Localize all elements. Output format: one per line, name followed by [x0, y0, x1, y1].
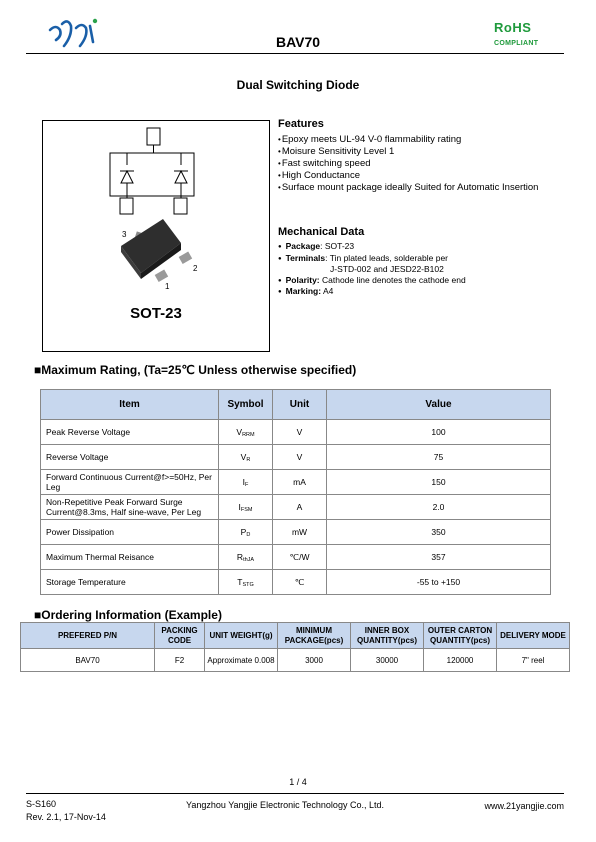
mech-item-polarity [278, 275, 568, 287]
mechanical-data-section [278, 226, 568, 298]
col-header: PREFERED P/N [21, 623, 155, 649]
item-cell: Storage Temperature [41, 570, 219, 595]
table-header-row [41, 390, 551, 420]
col-header: DELIVERY MODE [497, 623, 570, 649]
value-cell: 357 [327, 545, 551, 570]
part-number-title: BAV70 [275, 34, 321, 50]
package-name-label: SOT-23 [130, 305, 182, 322]
package-diagram-box [42, 120, 270, 352]
item-cell: Non-Repetitive Peak Forward Surge Current@8.3ms, Half sine-wave, Per Leg [41, 495, 219, 520]
terminals-cont: J-STD-002 and JESD22-B102 [330, 264, 444, 274]
symbol-cell: IFSM [219, 495, 273, 520]
unit-cell: V [273, 445, 327, 470]
rohs-compliant-label: COMPLIANT [494, 40, 539, 47]
col-header: UNIT WEIGHT(g) [205, 623, 278, 649]
unit-cell: A [273, 495, 327, 520]
feature-item: • Moisure Sensitivity Level 1 [278, 146, 568, 158]
ordering-heading: ■Ordering Information (Example) [34, 608, 222, 622]
feature-item: • Surface mount package ideally Suited for Automatic Insertion [278, 182, 568, 194]
table-cell: 120000 [424, 649, 497, 672]
item-cell: Power Dissipation [41, 520, 219, 545]
polarity-value: Cathode line denotes the cathode end [319, 274, 466, 285]
table-cell: Approximate 0.008 [205, 649, 278, 672]
table-cell: 3000 [278, 649, 351, 672]
symbol-cell: RthJA [219, 545, 273, 570]
col-header: MINIMUM PACKAGE(pcs) [278, 623, 351, 649]
revision: Rev. 2.1, 17-Nov-14 [26, 812, 106, 822]
features-section [278, 118, 568, 194]
mech-item-marking [278, 286, 568, 298]
unit-cell: ℃/W [273, 545, 327, 570]
table-cell: 30000 [351, 649, 424, 672]
terminals-value: : Tin plated leads, solderable per [325, 252, 449, 263]
max-rating-table [40, 389, 551, 595]
polarity-label: Polarity: [285, 274, 320, 285]
item-cell: Forward Continuous Current@f>=50Hz, Per Leg [41, 470, 219, 495]
marking-label: Marking: [285, 286, 322, 296]
table-row [21, 649, 570, 672]
pin-label-2: 2 [193, 264, 198, 273]
header-divider [26, 53, 564, 54]
symbol-cell: IF [219, 470, 273, 495]
diode-schematic [110, 128, 194, 214]
col-header-value: Value [327, 390, 551, 420]
table-cell: BAV70 [21, 649, 155, 672]
features-heading: Features [278, 118, 324, 130]
symbol-cell: PD [219, 520, 273, 545]
footer-divider [26, 793, 564, 794]
value-cell: 2.0 [327, 495, 551, 520]
unit-cell: V [273, 420, 327, 445]
unit-cell: ℃ [273, 570, 327, 595]
item-cell: Peak Reverse Voltage [41, 420, 219, 445]
unit-cell: mW [273, 520, 327, 545]
document-subtitle: Dual Switching Diode [236, 78, 360, 92]
sot23-package-image [121, 219, 192, 282]
package-value: : SOT-23 [320, 241, 355, 251]
value-cell: 100 [327, 420, 551, 445]
col-header-item: Item [41, 390, 219, 420]
value-cell: 75 [327, 445, 551, 470]
doc-id: S-S160 [26, 799, 57, 809]
symbol-cell: TSTG [219, 570, 273, 595]
pin-label-1: 1 [165, 282, 170, 291]
table-header-row [21, 623, 570, 649]
rohs-label: RoHS [494, 20, 532, 35]
marking-value: A4 [321, 286, 334, 296]
value-cell: -55 to +150 [327, 570, 551, 595]
mechanical-heading: Mechanical Data [278, 226, 365, 238]
item-cell: Maximum Thermal Reisance [41, 545, 219, 570]
mech-item-terminals [278, 253, 568, 265]
table-cell: 7" reel [497, 649, 570, 672]
package-label: Package [285, 241, 321, 251]
mech-item-package [278, 241, 568, 253]
item-cell: Reverse Voltage [41, 445, 219, 470]
col-header: PACKING CODE [155, 623, 205, 649]
symbol-cell: VR [219, 445, 273, 470]
page-number: 1 / 4 [289, 777, 307, 787]
col-header: INNER BOX QUANTITY(pcs) [351, 623, 424, 649]
table-row [41, 495, 551, 520]
terminals-label: Terminals [285, 252, 326, 263]
col-header: OUTER CARTON QUANTITY(pcs) [424, 623, 497, 649]
feature-item: • Epoxy meets UL-94 V-0 flammability rating [278, 134, 568, 146]
value-cell: 150 [327, 470, 551, 495]
col-header-unit: Unit [273, 390, 327, 420]
value-cell: 350 [327, 520, 551, 545]
website-link[interactable]: www.21yangjie.com [484, 801, 564, 811]
package-diagram [43, 121, 269, 351]
max-rating-heading: ■Maximum Rating, (Ta=25℃ Unless otherwise specified) [34, 363, 357, 377]
feature-item: • High Conductance [278, 170, 568, 182]
pin-label-3: 3 [122, 230, 127, 239]
table-row [41, 445, 551, 470]
table-row [41, 420, 551, 445]
table-row [41, 470, 551, 495]
unit-cell: mA [273, 470, 327, 495]
col-header-symbol: Symbol [219, 390, 273, 420]
feature-item: • Fast switching speed [278, 158, 568, 170]
table-row [41, 570, 551, 595]
table-cell: F2 [155, 649, 205, 672]
table-row [41, 520, 551, 545]
table-row [41, 545, 551, 570]
company-name: Yangzhou Yangjie Electronic Technology Co., Ltd. [186, 800, 384, 810]
symbol-cell: VRRM [219, 420, 273, 445]
ordering-table [20, 622, 570, 672]
